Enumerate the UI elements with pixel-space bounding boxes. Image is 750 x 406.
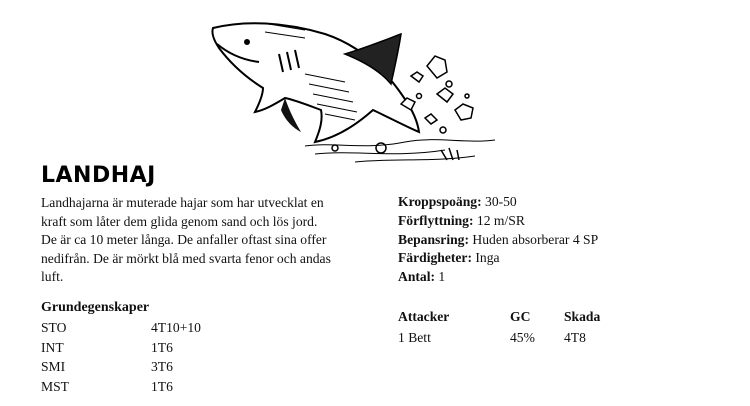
attribute-row <box>41 340 261 360</box>
description-line: De är ca 10 meter långa. De anfaller oftast sina offer <box>41 232 327 248</box>
stat-row <box>398 250 598 269</box>
attribute-value: 1T6 <box>151 339 173 355</box>
grundegenskaper-table <box>41 320 261 398</box>
stat-row <box>398 194 598 213</box>
description-line: luft. <box>41 269 64 285</box>
stat-value: 1 <box>438 269 446 285</box>
land-shark-illustration-icon <box>205 14 505 166</box>
attribute-row <box>41 359 261 379</box>
attribute-row <box>41 379 261 399</box>
stat-value: 30-50 <box>485 194 517 209</box>
stat-label: Förflyttning: <box>398 212 474 228</box>
stat-value: Huden absorberar 4 SP <box>472 231 599 247</box>
stat-value: Inga <box>475 250 500 266</box>
attacks-header-attacker: Attacker <box>398 309 450 324</box>
attacks-table <box>398 309 658 349</box>
attribute-value: 1T6 <box>151 378 173 394</box>
attribute-key: STO <box>41 320 67 335</box>
attribute-key: MST <box>41 378 69 394</box>
attribute-value: 3T6 <box>151 359 173 374</box>
stat-label: Antal: <box>398 269 436 285</box>
stat-label: Kroppspoäng: <box>398 194 482 209</box>
attack-gc: 45% <box>510 330 535 345</box>
stat-row <box>398 232 598 251</box>
stat-label: Färdigheter: <box>398 250 472 266</box>
stat-label: Bepansring: <box>398 231 470 247</box>
attribute-key: INT <box>41 339 64 355</box>
description-line: Landhajarna är muterade hajar som har utvecklat en <box>41 195 324 210</box>
grundegenskaper-heading: Grundegenskaper <box>41 300 150 315</box>
attack-damage: 4T8 <box>564 330 586 345</box>
stat-row <box>398 213 598 232</box>
description <box>41 194 386 287</box>
attacks-header-gc: GC <box>510 309 531 324</box>
stats-list <box>398 194 598 288</box>
attribute-key: SMI <box>41 359 66 374</box>
description-line: kraft som låter dem glida genom sand och lös jord. <box>41 213 318 229</box>
description-line: nedifrån. De är mörkt blå med svarta fenor och andas <box>41 250 331 266</box>
attack-name: 1 Bett <box>398 330 431 345</box>
stat-value: 12 m/SR <box>476 212 525 228</box>
attribute-row <box>41 320 261 340</box>
stat-row <box>398 269 598 288</box>
page-title: LANDHAJ <box>41 163 156 188</box>
attribute-value: 4T10+10 <box>151 320 201 335</box>
attacks-header-skada: Skada <box>564 309 601 324</box>
